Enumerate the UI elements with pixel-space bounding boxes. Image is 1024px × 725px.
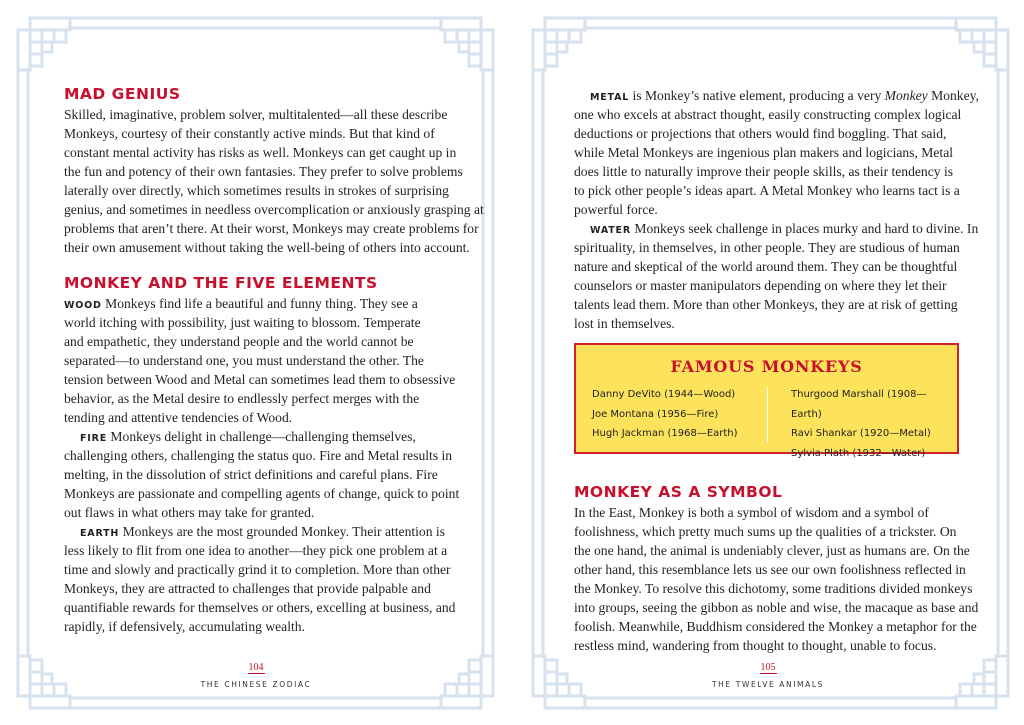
- page-number: 104: [248, 662, 264, 673]
- text-line: [64, 105, 484, 124]
- text-line: [574, 541, 978, 560]
- line-text: their own amusement without taking the well-being of others into account.: [64, 240, 470, 255]
- text-line: [64, 522, 459, 541]
- line-text: Monkeys, they are attracted to challenges that provide palpable and: [64, 581, 431, 596]
- line-text: melting, in the dissolution of strict definitions and careful plans. Fire: [64, 467, 438, 482]
- text-line: [64, 351, 459, 370]
- famous-item: Ravi Shankar (1920—Metal): [791, 428, 931, 439]
- line-text: while Metal Monkeys are ingenious plan makers and logicians, Metal: [574, 145, 954, 160]
- line-text: tension between Wood and Metal can sometimes lead them to obsessive: [64, 372, 456, 387]
- line-text: challenging others, challenging the status quo. Fire and Metal results in: [64, 448, 453, 463]
- line-text: spirituality, in themselves, in other people. They are studious of human: [574, 240, 960, 255]
- element-label: FIRE: [80, 433, 108, 444]
- line-text: into groups, seeing the gibbon as noble and wise, the macaque as base and: [574, 600, 979, 615]
- element-label: WOOD: [64, 300, 102, 311]
- text-line: [64, 541, 459, 560]
- text-line: [574, 86, 979, 105]
- line-text: Skilled, imaginative, problem solver, multitalented—all these describe: [64, 107, 448, 122]
- famous-monkeys-box: [574, 343, 959, 459]
- element-label: METAL: [590, 92, 630, 103]
- metal-water-text: [574, 86, 979, 333]
- text-line: [574, 522, 978, 541]
- text-line: [574, 200, 979, 219]
- text-line: [64, 598, 459, 617]
- mad-genius-text: [64, 105, 484, 257]
- column-divider: [767, 387, 768, 443]
- line-text: Monkeys delight in challenge—challenging themselves,: [107, 429, 416, 444]
- line-text: the fun and potency of their own fantasies. They prefer to solve problems: [64, 164, 463, 179]
- text-line: [64, 181, 484, 200]
- text-line: [574, 314, 979, 333]
- line-text: talents lead them. More than other Monkeys, they are at risk of getting: [574, 297, 958, 312]
- line-text: separated—to understand one, you must understand the other. The: [64, 353, 424, 368]
- line-text: quantifiable rewards for themselves or others, excelling at business, and: [64, 600, 456, 615]
- famous-item: Joe Montana (1956—Fire): [592, 408, 719, 420]
- running-head: THE CHINESE ZODIAC: [200, 680, 312, 689]
- text-line: [574, 579, 978, 598]
- line-text: behavior, as the Metal desire to endlessly perfect merges with the: [64, 391, 420, 406]
- line-text: tending and attentive tendencies of Wood.: [64, 410, 293, 425]
- text-line: [64, 332, 459, 351]
- line-text: Monkeys are the most grounded Monkey. Their attention is: [119, 524, 445, 539]
- running-head: THE TWELVE ANIMALS: [712, 680, 824, 689]
- line-text: nature and skeptical of the world around them. They can be thoughtful: [574, 259, 958, 274]
- text-line: [64, 617, 459, 636]
- text-line: [574, 598, 978, 617]
- page-number: 105: [760, 662, 776, 673]
- line-text: In the East, Monkey is both a symbol of wisdom and a symbol of: [574, 505, 929, 520]
- text-line: [64, 560, 459, 579]
- text-line: [64, 124, 484, 143]
- line-text: does little to naturally improve their people skills, as their tendency is: [574, 164, 954, 179]
- text-line: [64, 408, 459, 427]
- text-line: [64, 389, 459, 408]
- line-text: is Monkey’s native element, producing a very: [629, 88, 885, 103]
- text-line: [64, 143, 484, 162]
- line-text: constant mental activity has risks as well. Monkeys can get caught up in: [64, 145, 457, 160]
- heading-symbol: MONKEY AS A SYMBOL: [574, 483, 783, 501]
- text-line: [574, 162, 979, 181]
- text-line: [64, 503, 459, 522]
- text-line: [64, 294, 459, 313]
- text-line: [574, 257, 979, 276]
- famous-item: Hugh Jackman (1968—Earth): [592, 428, 738, 439]
- line-text: Monkey,: [927, 88, 979, 103]
- text-line: [574, 143, 979, 162]
- famous-item: Danny DeVito (1944—Wood): [592, 389, 736, 400]
- text-line: [64, 219, 484, 238]
- line-text: and empathetic, they understand people and the world cannot be: [64, 334, 414, 349]
- heading-five-elements: MONKEY AND THE FIVE ELEMENTS: [64, 274, 378, 292]
- line-text: Monkeys, courtesy of their constantly active minds. But that kind of: [64, 126, 435, 141]
- line-text: out flaws in what others may take for granted.: [64, 505, 315, 520]
- famous-right-column: [791, 385, 957, 463]
- element-label: WATER: [590, 225, 631, 236]
- line-text: one who excels at abstract thought, easily constructing complex logical: [574, 107, 962, 122]
- text-line: [574, 503, 978, 522]
- text-line: [574, 124, 979, 143]
- line-text: to pick other people’s ideas apart. A Metal Monkey who learns tact is a: [574, 183, 960, 198]
- line-text: the one hand, the animal is undeniably clever, just as humans are. On the: [574, 543, 970, 558]
- text-line: [64, 162, 484, 181]
- text-line: [64, 446, 459, 465]
- line-text: problems that aren’t there. At their worst, Monkeys may create problems for: [64, 221, 479, 236]
- text-line: [574, 219, 979, 238]
- line-text: less likely to flit from one idea to another—they pick one problem at a: [64, 543, 448, 558]
- text-line: [574, 105, 979, 124]
- line-text: rapidly, if defensively, accumulating wealth.: [64, 619, 305, 634]
- text-line: [64, 465, 459, 484]
- line-text: Monkeys are passionate and compelling agents of change, quick to point: [64, 486, 460, 501]
- five-elements-text: [64, 294, 459, 636]
- text-line: [574, 238, 979, 257]
- text-line: [64, 313, 459, 332]
- line-text: time and slowly and practically grind it to completion. More than other: [64, 562, 451, 577]
- line-text: other hand, this resemblance lets us see our own foolishness reflected in: [574, 562, 966, 577]
- famous-left-column: [592, 385, 738, 444]
- text-line: [574, 181, 979, 200]
- heading-mad-genius: MAD GENIUS: [64, 85, 181, 103]
- line-text: world itching with possibility, just waiting to blossom. Temperate: [64, 315, 421, 330]
- line-text: Monkeys seek challenge in places murky and hard to divine. In: [630, 221, 979, 236]
- line-text: deductions or projections that others would find boggling. That said,: [574, 126, 947, 141]
- text-line: [64, 427, 459, 446]
- line-text: counselors or master manipulators depending on where they let their: [574, 278, 947, 293]
- text-line: [574, 636, 978, 655]
- text-line: [574, 276, 979, 295]
- text-line: [64, 370, 459, 389]
- line-text: powerful force.: [574, 202, 658, 217]
- line-text: restless mind, wandering from thought to thought, unable to focus.: [574, 638, 937, 653]
- text-line: [574, 617, 978, 636]
- famous-item: Sylvia Plath (1932—Water): [791, 447, 926, 459]
- text-line: [64, 484, 459, 503]
- text-line: [574, 560, 978, 579]
- line-text: Monkeys find life a beautiful and funny thing. They see a: [101, 296, 418, 311]
- line-text: foolishness, which pretty much sums up the qualities of a trickster. On: [574, 524, 957, 539]
- line-text: laterally over directly, which sometimes results in strokes of surprising: [64, 183, 449, 198]
- line-text: lost in themselves.: [574, 316, 675, 331]
- famous-item: Thurgood Marshall (1908—Earth): [791, 389, 927, 420]
- text-line: [64, 200, 484, 219]
- italic-word: Monkey: [884, 88, 928, 103]
- line-text: foolish. Meanwhile, Buddhism considered the Monkey a metaphor for the: [574, 619, 977, 634]
- element-label: EARTH: [80, 528, 120, 539]
- text-line: [574, 295, 979, 314]
- famous-monkeys-title: FAMOUS MONKEYS: [670, 357, 863, 376]
- symbol-text: [574, 503, 978, 655]
- text-line: [64, 238, 484, 257]
- line-text: the Monkey. To resolve this dichotomy, some traditions divided monkeys: [574, 581, 973, 596]
- line-text: genius, and sometimes in needless overcomplication or anxiously grasping at: [64, 202, 484, 217]
- text-line: [64, 579, 459, 598]
